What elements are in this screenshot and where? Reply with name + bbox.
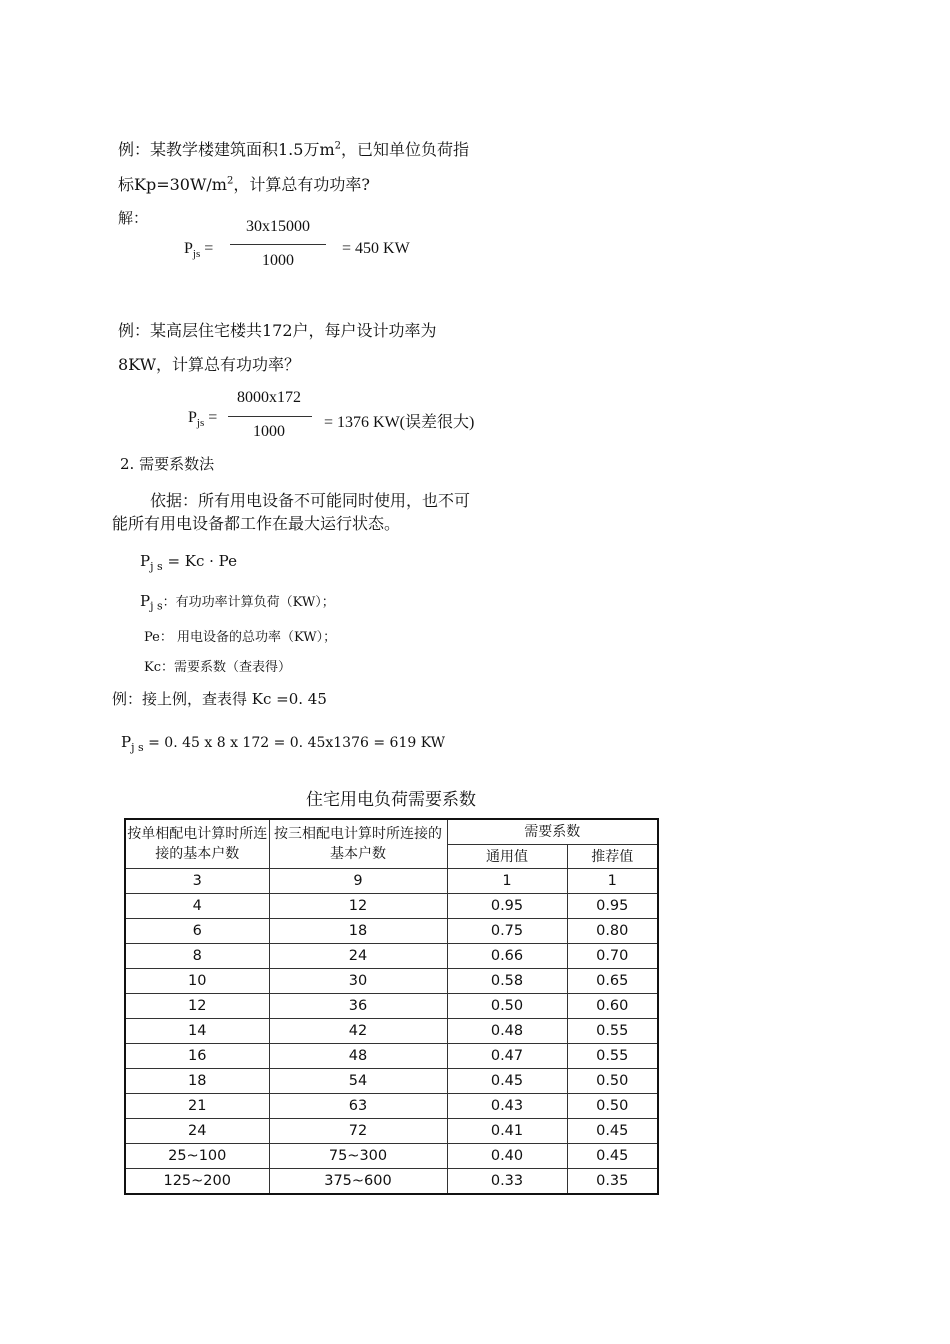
basis-line1: 依据：所有用电设备不可能同时使用，也不可 <box>150 491 471 510</box>
cell-general-value: 0.40 <box>447 1144 567 1169</box>
table-row <box>125 1094 658 1119</box>
cell-three-phase: 18 <box>269 919 447 944</box>
cell-three-phase: 375~600 <box>269 1169 447 1195</box>
example2-numerator: 8000x172 <box>237 389 301 406</box>
example1-result: = 450 KW <box>342 240 410 257</box>
cell-three-phase: 54 <box>269 1069 447 1094</box>
table-row <box>125 1144 658 1169</box>
cell-three-phase: 42 <box>269 1019 447 1044</box>
cell-single-phase: 125~200 <box>125 1169 269 1195</box>
example1-denominator: 1000 <box>262 252 294 269</box>
example1-solution-label: 解： <box>118 209 149 227</box>
demand-factor-table <box>124 818 659 1195</box>
cell-recommended-value: 0.55 <box>567 1019 658 1044</box>
cell-recommended-value: 0.45 <box>567 1119 658 1144</box>
example1-line2: 标$Kp=30W/m^2$，计算总有功功率? <box>118 175 370 194</box>
header-single-phase: 按单相配电计算时所连接的基本户数 <box>125 819 269 869</box>
example2-line2: 8KW，计算总有功功率？ <box>118 355 301 374</box>
cell-recommended-value: 0.35 <box>567 1169 658 1195</box>
cell-recommended-value: 0.95 <box>567 894 658 919</box>
definition-pjs: $P_{j s}$：有功功率计算负荷（KW）； <box>140 592 335 613</box>
table-row <box>125 1019 658 1044</box>
cell-single-phase: 25~100 <box>125 1144 269 1169</box>
definition-pe: Pe： 用电设备的总功率（KW）； <box>144 630 337 645</box>
header-recommended-value: 推荐值 <box>567 845 658 869</box>
cell-recommended-value: 0.65 <box>567 969 658 994</box>
cell-recommended-value: 0.55 <box>567 1044 658 1069</box>
example1-formula-lhs: $P_{js}$ = <box>184 240 214 261</box>
cell-general-value: 0.95 <box>447 894 567 919</box>
cell-three-phase: 9 <box>269 869 447 894</box>
cell-single-phase: 21 <box>125 1094 269 1119</box>
cell-recommended-value: 0.50 <box>567 1094 658 1119</box>
cell-single-phase: 8 <box>125 944 269 969</box>
cell-three-phase: 12 <box>269 894 447 919</box>
table-row <box>125 894 658 919</box>
cell-recommended-value: 0.50 <box>567 1069 658 1094</box>
definition-kc: Kc：需要系数（查表得） <box>144 660 291 675</box>
cell-three-phase: 63 <box>269 1094 447 1119</box>
cell-single-phase: 14 <box>125 1019 269 1044</box>
table-row <box>125 1169 658 1195</box>
example1-numerator: 30x15000 <box>246 218 310 235</box>
cell-general-value: 0.41 <box>447 1119 567 1144</box>
table-row <box>125 1044 658 1069</box>
table-row <box>125 1119 658 1144</box>
cell-three-phase: 48 <box>269 1044 447 1069</box>
cell-recommended-value: 0.60 <box>567 994 658 1019</box>
cell-recommended-value: 0.70 <box>567 944 658 969</box>
section-calculation: $P_{j s} = 0$. 45 x 8 x 172 = 0. 45x1376 = 619 KW <box>121 733 446 754</box>
header-three-phase: 按三相配电计算时所连接的基本户数 <box>269 819 447 869</box>
section-heading: 2. 需要系数法 <box>120 455 215 473</box>
table-row <box>125 919 658 944</box>
cell-general-value: 0.33 <box>447 1169 567 1195</box>
formula-main: $P_{j s} = Kc \cdot Pe$ <box>140 552 237 573</box>
cell-single-phase: 6 <box>125 919 269 944</box>
cell-general-value: 0.75 <box>447 919 567 944</box>
table-row <box>125 1069 658 1094</box>
cell-general-value: 0.48 <box>447 1019 567 1044</box>
cell-three-phase: 72 <box>269 1119 447 1144</box>
example2-result: = 1376 KW(误差很大) <box>324 414 475 431</box>
cell-general-value: 0.47 <box>447 1044 567 1069</box>
section-example-line: 例：接上例，查表得 Kc =0. 45 <box>112 690 327 708</box>
cell-general-value: 0.58 <box>447 969 567 994</box>
cell-single-phase: 10 <box>125 969 269 994</box>
example1-fraction-line <box>230 244 326 245</box>
example2-denominator: 1000 <box>253 423 285 440</box>
cell-single-phase: 4 <box>125 894 269 919</box>
cell-recommended-value: 0.80 <box>567 919 658 944</box>
example1-line1: 例：某教学楼建筑面积1.5万$m^2$，已知单位负荷指 <box>118 140 470 159</box>
cell-single-phase: 16 <box>125 1044 269 1069</box>
cell-three-phase: 75~300 <box>269 1144 447 1169</box>
basis-line2: 能所有用电设备都工作在最大运行状态。 <box>112 514 401 533</box>
table-row <box>125 869 658 894</box>
cell-recommended-value: 0.45 <box>567 1144 658 1169</box>
header-general-value: 通用值 <box>447 845 567 869</box>
header-demand-factor: 需要系数 <box>447 819 658 845</box>
cell-general-value: 0.66 <box>447 944 567 969</box>
cell-single-phase: 24 <box>125 1119 269 1144</box>
cell-general-value: 0.50 <box>447 994 567 1019</box>
cell-three-phase: 24 <box>269 944 447 969</box>
cell-single-phase: 12 <box>125 994 269 1019</box>
table-row <box>125 944 658 969</box>
cell-general-value: 0.43 <box>447 1094 567 1119</box>
cell-general-value: 0.45 <box>447 1069 567 1094</box>
table-row <box>125 994 658 1019</box>
cell-three-phase: 30 <box>269 969 447 994</box>
cell-single-phase: 18 <box>125 1069 269 1094</box>
example2-line1: 例：某高层住宅楼共172户，每户设计功率为 <box>118 321 437 340</box>
table-title: 住宅用电负荷需要系数 <box>306 790 476 810</box>
table-row <box>125 969 658 994</box>
cell-general-value: 1 <box>447 869 567 894</box>
cell-recommended-value: 1 <box>567 869 658 894</box>
cell-single-phase: 3 <box>125 869 269 894</box>
example2-formula-lhs: $P_{js}$ = <box>188 409 218 430</box>
cell-three-phase: 36 <box>269 994 447 1019</box>
example2-fraction-line <box>228 416 312 417</box>
